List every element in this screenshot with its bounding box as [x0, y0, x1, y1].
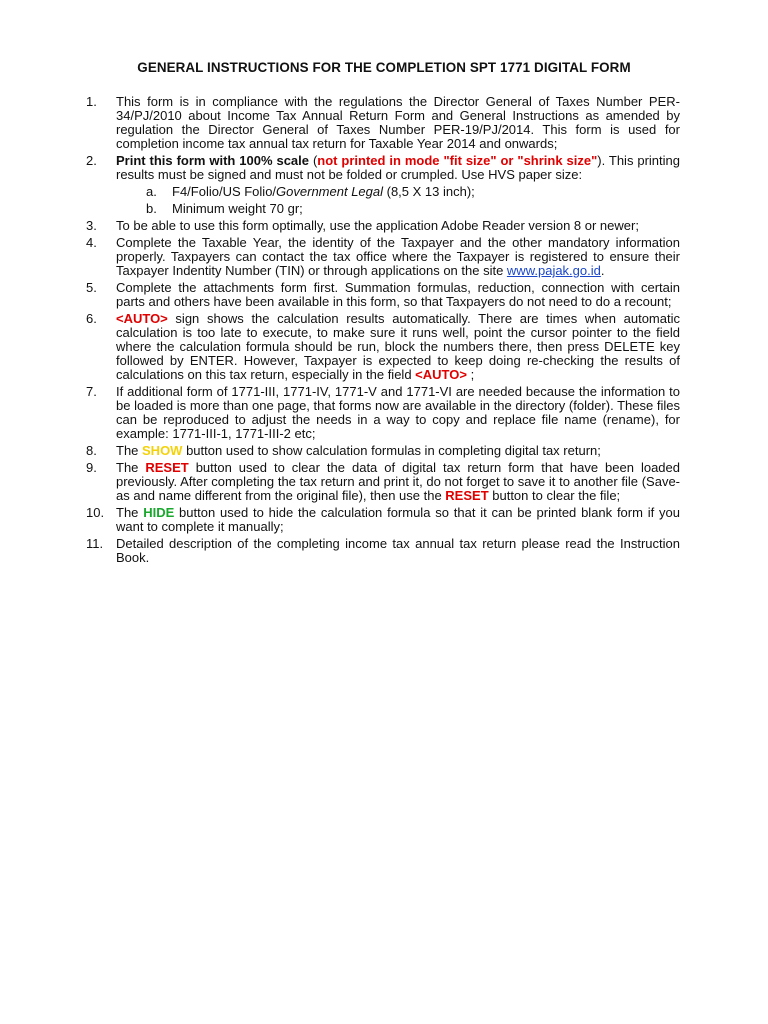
- sub-item-text: F4/Folio/US Folio/: [172, 184, 277, 199]
- list-item-8: [86, 444, 680, 458]
- item-number: 3.: [86, 218, 97, 233]
- item-text: button used to clear the data of digital tax return form that have been loaded previously. After completing the tax return and print it, do not forget to save it to another file (Save-as and name different from the original file), then use the: [116, 460, 680, 503]
- list-item-6: [86, 312, 680, 382]
- item-text: button to clear the file;: [488, 488, 621, 503]
- item-number: 9.: [86, 460, 97, 475]
- list-item-11: [86, 537, 680, 565]
- item-number: 4.: [86, 235, 97, 250]
- hide-button-label: HIDE: [143, 505, 175, 520]
- item-text: The: [116, 505, 144, 520]
- list-item-2: [86, 154, 680, 216]
- item-text: The: [116, 460, 146, 475]
- list-item-4: [86, 236, 680, 278]
- item-text: Complete the attachments form first. Summation formulas, reduction, connection with certain parts and others have been available in this form, so that Taxpayers do not need to do a recount;: [116, 280, 680, 309]
- auto-sign-label: <AUTO>: [116, 311, 168, 326]
- sub-item-text: (8,5 X 13 inch);: [383, 184, 475, 199]
- item-number: 5.: [86, 280, 97, 295]
- sub-item-b: [116, 202, 680, 216]
- list-item-1: [86, 95, 680, 151]
- item-text: Complete the Taxable Year, the identity of the Taxpayer and the other mandatory information properly. Taxpayers can contact the tax office where the Taxpayer is registered to ensure their Taxpayer Indentity Number (TIN) or through applications on the site: [116, 235, 680, 278]
- list-item-10: [86, 506, 680, 534]
- item-text: button used to show calculation formulas in completing digital tax return;: [182, 443, 601, 458]
- sub-item-text: Minimum weight 70 gr;: [172, 201, 303, 216]
- item-number: 2.: [86, 153, 97, 168]
- list-item-5: [86, 281, 680, 309]
- item-number: 11.: [86, 536, 104, 551]
- list-item-7: [86, 385, 680, 441]
- pajak-site-link[interactable]: www.pajak.go.id: [506, 263, 601, 278]
- instruction-list: [86, 95, 680, 568]
- item-number: 1.: [86, 94, 97, 109]
- item-text: This form is in compliance with the regulations the Director General of Taxes Number PER-34/PJ/2010 about Income Tax Annual Return Form and General Instructions as amended by regulation the Director General of Taxes Number PER-19/PJ/2014. This form is used for completion income tax annual tax return for Taxable Year 2014 and onwards;: [116, 94, 680, 151]
- item-text: ;: [466, 367, 475, 382]
- item-text: (: [309, 153, 318, 168]
- item-text: The: [116, 443, 143, 458]
- item-text: ). This printing results must be signed and must not be folded or crumpled. Use HVS paper size:: [116, 153, 680, 182]
- item-number: 10.: [86, 505, 105, 520]
- print-scale-emphasis: Print this form with 100% scale: [116, 153, 310, 168]
- item-text: Detailed description of the completing income tax annual tax return please read the Instruction Book.: [116, 536, 680, 565]
- item-number: 6.: [86, 311, 97, 326]
- auto-sign-label: <AUTO>: [415, 367, 467, 382]
- item-text: To be able to use this form optimally, use the application Adobe Reader version 8 or newer;: [116, 218, 639, 233]
- item-text: button used to hide the calculation formula so that it can be printed blank form if you want to complete it manually;: [116, 505, 681, 534]
- list-item-3: [86, 219, 680, 233]
- item-text: sign shows the calculation results automatically. There are times when automatic calculation is too late to execute, to make sure it runs well, point the cursor pointer to the field where the calculation formula should be run, block the numbers there, then press DELETE key followed by ENTER. However, Taxpayer is expected to keep doing re-checking the results of calculations on this tax return, especially in the field: [116, 311, 680, 382]
- list-item-9: [86, 461, 680, 503]
- print-mode-warning: not printed in mode "fit size" or "shrink size": [317, 153, 598, 168]
- sub-item-italic: Government Legal: [276, 184, 383, 199]
- reset-button-label: RESET: [445, 488, 489, 503]
- sub-item-letter: b.: [146, 201, 157, 216]
- item-number: 7.: [86, 384, 97, 399]
- item-number: 8.: [86, 443, 97, 458]
- page-title: GENERAL INSTRUCTIONS FOR THE COMPLETION SPT 1771 DIGITAL FORM: [137, 60, 631, 75]
- sub-item-letter: a.: [146, 184, 157, 199]
- sub-item-a: [116, 185, 680, 199]
- item-text: .: [600, 263, 605, 278]
- item-text: If additional form of 1771-III, 1771-IV, 1771-V and 1771-VI are needed because the information to be loaded is more than one page, that forms now are available in the directory (folder). These files can be reproduced to adjust the needs in a way to copy and replace file name (rename), for example: 1771-III-1, 1771-III-2 etc;: [116, 384, 680, 441]
- show-button-label: SHOW: [142, 443, 183, 458]
- reset-button-label: RESET: [145, 460, 189, 475]
